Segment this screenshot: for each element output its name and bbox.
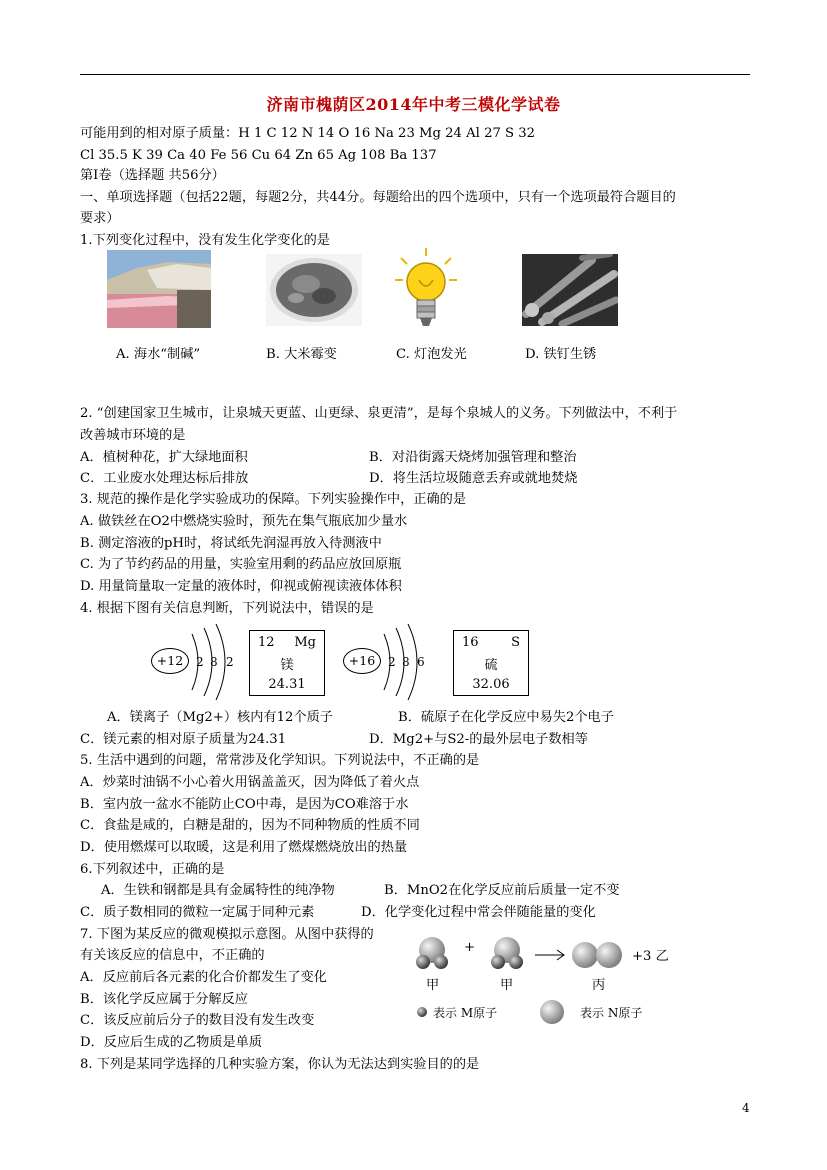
q2-option-c: C．工业废水处理达标后排放 <box>80 471 249 486</box>
q4-option-b: B．硫原子在化学反应中易失2个电子 <box>398 710 614 725</box>
q4-option-a: A．镁离子（Mg2+）核内有12个质子 <box>107 710 333 725</box>
s-shell-3-count: 6 <box>417 655 425 669</box>
question-4: 4. 根据下图有关信息判断，下列说法中，错误的是 <box>80 601 374 616</box>
s-element-card <box>453 630 529 696</box>
question-7: 7. 下图为某反应的微观模拟示意图。从图中获得的 <box>80 927 374 942</box>
s-nucleus: +16 <box>343 648 381 674</box>
mg-shell-3-count: 2 <box>226 655 234 669</box>
seawater-salt-image <box>107 250 211 328</box>
page-number: 4 <box>742 1101 750 1115</box>
legend-n-label: 表示 N原子 <box>580 1006 643 1020</box>
atomic-masses-line-1: 可能用到的相对原子质量：H 1 C 12 N 14 O 16 Na 23 Mg 24 Al 27 S 32 <box>80 126 536 141</box>
reaction-coefficient: +3 乙 <box>632 949 669 964</box>
q3-option-d: D. 用量筒量取一定量的液体时，仰视或俯视读液体体积 <box>80 579 402 594</box>
molecule-bing <box>572 942 622 968</box>
q3-option-b: B. 测定溶液的pH时，将试纸先润湿再放入待测液中 <box>80 536 382 551</box>
q7-option-d: D．反应后生成的乙物质是单质 <box>80 1035 263 1050</box>
q5-option-a: A．炒菜时油锅不小心着火用锅盖盖灭，因为降低了着火点 <box>80 775 420 790</box>
label-bing: 丙 <box>592 978 606 993</box>
question-2-cont: 改善城市环境的是 <box>80 428 186 443</box>
q2-option-a: A．植树种花，扩大绿地面积 <box>80 450 248 465</box>
q5-option-b: B．室内放一盆水不能防止CO中毒，是因为CO难溶于水 <box>80 797 409 812</box>
q1-option-a: A. 海水“制碱” <box>116 347 201 362</box>
question-7-cont: 有关该反应的信息中，不正确的 <box>80 948 265 963</box>
light-bulb-image <box>393 246 459 332</box>
section-1-instructions: 一、单项选择题（包括22题，每题2分，共44分。每题给出的四个选项中，只有一个选项最符合题目的 <box>80 190 676 205</box>
legend-n-atom <box>540 1000 564 1024</box>
atomic-masses-line-2: Cl 35.5 K 39 Ca 40 Fe 56 Cu 64 Zn 65 Ag 108 Ba 137 <box>80 148 437 163</box>
question-3: 3. 规范的操作是化学实验成功的保障。下列实验操作中，正确的是 <box>80 492 467 507</box>
q2-option-b: B．对沿街露天烧烤加强管理和整治 <box>369 450 577 465</box>
label-jia-1: 甲 <box>426 978 440 993</box>
volume-header: 第Ⅰ卷（选择题 共56分） <box>80 168 225 183</box>
mg-atomic-number: 12 <box>258 635 275 650</box>
rusty-nails-image <box>522 254 618 326</box>
q5-option-d: D．使用燃煤可以取暖，这是利用了燃煤燃烧放出的热量 <box>80 840 408 855</box>
legend-m-atom <box>417 1007 427 1017</box>
s-symbol: S <box>511 635 520 650</box>
page-title: 济南市槐荫区2014年中考三模化学试卷 <box>266 95 561 114</box>
mg-shell-2-count: 8 <box>210 655 218 669</box>
mg-element-card <box>249 630 325 696</box>
q3-option-c: C. 为了节约药品的用量，实验室用剩的药品应放回原瓶 <box>80 557 402 572</box>
mg-name: 镁 <box>280 658 294 673</box>
question-2: 2. “创建国家卫生城市，让泉城天更蓝、山更绿、泉更清”，是每个泉城人的义务。下列做法中，不利于 <box>80 406 678 421</box>
s-shell-1-count: 2 <box>388 655 396 669</box>
question-8: 8. 下列是某同学选择的几种实验方案，你认为无法达到实验目的的是 <box>80 1057 480 1072</box>
s-name: 硫 <box>484 658 498 673</box>
q4-option-c: C．镁元素的相对原子质量为24.31 <box>80 732 287 747</box>
reaction-arrow <box>535 950 564 960</box>
moldy-rice-image <box>266 254 362 326</box>
question-6: 6.下列叙述中，正确的是 <box>80 862 225 877</box>
q1-option-b: B. 大米霉变 <box>266 347 337 362</box>
q7-option-c: C．该反应前后分子的数目没有发生改变 <box>80 1013 315 1028</box>
q5-option-c: C．食盐是咸的，白糖是甜的，因为不同种物质的性质不同 <box>80 818 420 833</box>
section-1-instructions-cont: 要求） <box>80 211 120 226</box>
q6-option-a: A．生铁和钢都是具有金属特性的纯净物 <box>101 883 335 898</box>
q2-option-d: D．将生活垃圾随意丢弃或就地焚烧 <box>369 471 578 486</box>
mg-nucleus: +12 <box>151 648 189 674</box>
question-5: 5. 生活中遇到的问题，常常涉及化学知识。下列说法中，不正确的是 <box>80 753 480 768</box>
question-1: 1.下列变化过程中，没有发生化学变化的是 <box>80 233 330 248</box>
q6-option-d: D．化学变化过程中常会伴随能量的变化 <box>361 905 596 920</box>
q1-option-d: D. 铁钉生锈 <box>525 347 597 362</box>
top-rule <box>80 74 750 75</box>
mg-shell-1-count: 2 <box>196 655 204 669</box>
molecule-jia-2 <box>491 937 523 969</box>
q3-option-a: A. 做铁丝在O2中燃烧实验时，预先在集气瓶底加少量水 <box>80 514 408 529</box>
s-atomic-mass: 32.06 <box>472 677 510 692</box>
molecule-jia-1 <box>416 937 448 969</box>
s-atomic-number: 16 <box>462 635 479 650</box>
s-shell-2-count: 8 <box>402 655 410 669</box>
q4-option-d: D．Mg2+与S2-的最外层电子数相等 <box>369 732 588 747</box>
mg-atomic-mass: 24.31 <box>268 677 306 692</box>
legend-m-label: 表示 M原子 <box>433 1006 498 1020</box>
q1-option-c: C. 灯泡发光 <box>396 347 467 362</box>
q6-option-c: C．质子数相同的微粒一定属于同种元素 <box>80 905 315 920</box>
q6-option-b: B．MnO2在化学反应前后质量一定不变 <box>384 883 620 898</box>
label-jia-2: 甲 <box>500 978 514 993</box>
reaction-plus: + <box>464 940 476 955</box>
q7-option-a: A．反应前后各元素的化合价都发生了变化 <box>80 970 327 985</box>
q7-option-b: B．该化学反应属于分解反应 <box>80 992 248 1007</box>
mg-symbol: Mg <box>294 635 316 650</box>
